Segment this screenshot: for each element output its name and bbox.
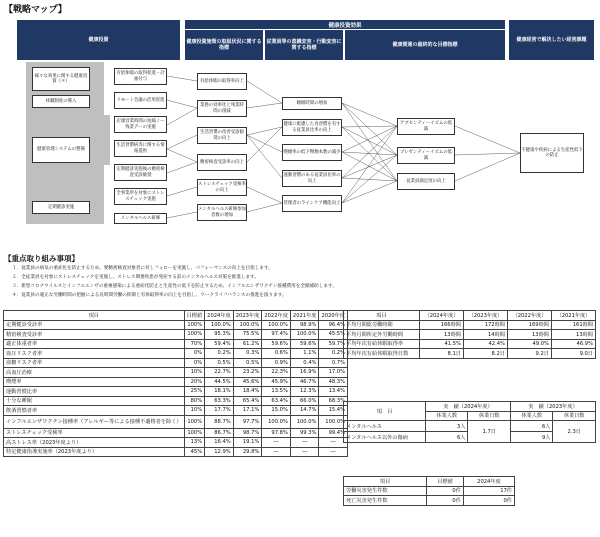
page-title: 【戦略マップ】 [4, 5, 67, 15]
table-cell: 48.3% [319, 377, 348, 387]
table-cell: 15.4% [319, 406, 348, 416]
table-cell: 0件 [427, 486, 464, 496]
eval-item: 有給休暇の取得促進・計画付与 [114, 68, 167, 85]
table-cell: インフルエンザワクチン接種率（アレルギー等による接種不適格者を除く） [4, 415, 185, 428]
column-header: 2020年度 [319, 311, 348, 321]
final-right-item: 従業員満足度の向上 [397, 173, 455, 190]
t3-item-header: 項 目 [344, 402, 426, 421]
table-cell: 0.2% [205, 349, 234, 359]
column-header: 項目 [4, 311, 185, 321]
column-header: （2022年度） [507, 311, 551, 321]
column-header: 項目 [344, 477, 427, 487]
final-right-item: プレゼンティーイズムの低減 [397, 147, 455, 164]
table-cell: ― [319, 447, 348, 457]
table-cell: 59.6% [262, 339, 291, 349]
column-header: 2022年度 [262, 311, 291, 321]
eval-item: メンタルヘルス研修 [114, 213, 167, 224]
table-cell: 17.1% [233, 406, 262, 416]
t3-sub-leave: 休業人数 [510, 411, 552, 421]
note-3: ３．新型コロナウイルスとインフルエンザの重複感染による重症化防止と生産性の低下を防止するため、インフルエンザワクチン接種費用を全額補助します。 [12, 284, 337, 289]
aware-item: 業務の効率化と残業時間の削減 [197, 100, 247, 117]
table-cell: 0.9% [262, 358, 291, 368]
table-row [4, 358, 348, 368]
table-cell: 98.7% [233, 428, 262, 438]
table-cell: 63.3% [205, 396, 234, 406]
table-row [344, 330, 596, 340]
table-row [344, 486, 515, 496]
table-row [4, 368, 348, 378]
leave-table [343, 401, 596, 443]
table-cell: 99.4% [319, 428, 348, 438]
table-cell: 0件 [427, 496, 464, 506]
column-header: 2024年度 [463, 477, 514, 487]
table-cell: 65.4% [233, 396, 262, 406]
table-cell: 100% [184, 428, 205, 438]
table-cell: 96.4% [319, 320, 348, 330]
table-cell: 22.3% [262, 368, 291, 378]
table-cell: 100.0% [262, 415, 291, 428]
table-cell: 9.0日 [551, 349, 595, 359]
accident-table [343, 476, 515, 506]
t3-fy2023-header: 実 績（2023年度） [510, 402, 595, 412]
table-cell: 100.0% [262, 320, 291, 330]
table-cell: 70% [184, 339, 205, 349]
table-cell: 10% [184, 406, 205, 416]
table-cell: 20% [184, 377, 205, 387]
table-cell: 45.6% [233, 377, 262, 387]
table-cell: 68.3% [319, 396, 348, 406]
eval-item: 全事業所を対象にストレスチェック実施 [114, 188, 167, 205]
table-row [4, 339, 348, 349]
table-cell: 高ストレス率（2023年度より） [4, 438, 185, 448]
working-hours-table [343, 310, 596, 359]
table-row [4, 428, 348, 438]
table-cell: 46.9% [551, 339, 595, 349]
table-cell: 13時間 [551, 330, 595, 340]
invest-item: 定期健診実施 [32, 201, 90, 214]
final-left-item: 睡眠時間の増加 [282, 97, 342, 110]
table-cell: 死亡災害発生件数 [344, 496, 427, 506]
table-cell: 17.7% [205, 406, 234, 416]
table-cell: 100.0% [290, 415, 319, 428]
table-cell: 16.9% [290, 368, 319, 378]
eval-item: 店頭営業時間の短縮ノー残業デーの実施 [114, 116, 167, 133]
table-row [4, 349, 348, 359]
table-cell: 18.1% [205, 387, 234, 397]
table-cell: 0件 [463, 496, 514, 506]
table-cell: 100% [184, 330, 205, 340]
table-cell: 8.1日 [419, 349, 463, 359]
table-cell: 0.5% [233, 358, 262, 368]
table-cell: 血圧リスク者率 [4, 349, 185, 359]
table-cell: 8.2日 [463, 349, 507, 359]
table-cell: ストレスチェック受検率 [4, 428, 185, 438]
table-cell: 22.7% [205, 368, 234, 378]
column-header: （2021年度） [551, 311, 595, 321]
column-header: （2024年度） [419, 311, 463, 321]
table-row [344, 349, 596, 359]
table-cell: 0.6% [262, 349, 291, 359]
table-cell: ― [290, 447, 319, 457]
table-cell: 100.0% [205, 320, 234, 330]
table-cell: 定期健診受診率 [4, 320, 185, 330]
table-cell: 59.6% [290, 339, 319, 349]
t3-sub-rate: 休業日数 [468, 411, 511, 421]
table-cell: 44.5% [205, 377, 234, 387]
aware-item: ストレスチェック受検率の向上 [197, 179, 247, 196]
table-row [4, 377, 348, 387]
table-cell: 97.7% [233, 415, 262, 428]
table-cell: 100.0% [290, 330, 319, 340]
invest-item: 健康管理システムの整備 [32, 137, 90, 163]
table-cell: 166時間 [419, 320, 463, 330]
table-cell: 41.5% [419, 339, 463, 349]
table-cell: 12.9% [205, 447, 234, 457]
table-cell: 平均年次有給休暇取得率 [344, 339, 420, 349]
table-cell: 9人 [510, 432, 552, 443]
table-cell: 49.0% [507, 339, 551, 349]
table-cell: 高血圧治療 [4, 368, 185, 378]
table-cell: 13時間 [507, 330, 551, 340]
table-cell: 61.2% [233, 339, 262, 349]
table-cell: 平均年次有給休暇取得日数 [344, 349, 420, 359]
table-cell: 86.7% [205, 428, 234, 438]
invest-item: 様々な効果に関する健康投資（＊） [32, 67, 90, 91]
table-cell: 労働災害発生件数 [344, 486, 427, 496]
table-cell: 特定健康指導実施率（2023年度より） [4, 447, 185, 457]
note-2: ２．全従業員を対象にストレスチェックを実施し、ストレス関連疾患が発症する前のメンタルヘルス対策を推進します。 [12, 275, 259, 280]
table-cell: 0.3% [233, 349, 262, 359]
table-cell: ― [319, 438, 348, 448]
table-cell: 100.0% [233, 320, 262, 330]
t3-sub-leave: 休業人数 [426, 411, 468, 421]
table-cell: 平均月間総労働時間 [344, 320, 420, 330]
table-cell: 0% [184, 358, 205, 368]
table-cell: 97.4% [262, 330, 291, 340]
table-cell: 1.7日 [468, 421, 511, 443]
t3-fy2024-header: 実 績（2024年度） [426, 402, 511, 412]
table-cell: 100% [184, 415, 205, 428]
table-cell: 15.0% [262, 406, 291, 416]
table-cell: 42.4% [463, 339, 507, 349]
eval-item: リモート会議の活用促進 [114, 92, 167, 109]
table-cell: 0.7% [319, 358, 348, 368]
table-cell: 17件 [463, 486, 514, 496]
strategy-map [12, 15, 600, 237]
table-cell: 98.9% [290, 320, 319, 330]
table-cell: 2.3日 [553, 421, 596, 443]
table-cell: 10% [184, 368, 205, 378]
table-cell: 0.4% [290, 358, 319, 368]
table-row [4, 438, 348, 448]
header-invest: 健康投資 [17, 20, 180, 60]
table-cell: 45% [184, 447, 205, 457]
table-cell: 45.5% [319, 330, 348, 340]
section-title: 【重点取り組み事項】 [4, 254, 79, 263]
table-cell: 172時間 [463, 320, 507, 330]
table-row [4, 447, 348, 457]
header-issue: 健康経営で解決したい経営課題 [509, 20, 594, 60]
table-cell: 0% [184, 349, 205, 359]
column-header: 2023年度 [233, 311, 262, 321]
table-cell: 9.2日 [507, 349, 551, 359]
table-cell: 66.0% [290, 396, 319, 406]
table-cell: 97.8% [262, 428, 291, 438]
table-cell: 95.3% [205, 330, 234, 340]
final-right-item: アブセンティーイズムの低減 [397, 118, 455, 135]
table-row [4, 406, 348, 416]
table-cell: 25% [184, 387, 205, 397]
table-cell: 13時間 [419, 330, 463, 340]
table-cell: 59.4% [205, 339, 234, 349]
header-eval: 健康投資施策の取組状況に関する指標 [185, 30, 263, 60]
table-cell: 75.5% [233, 330, 262, 340]
table-cell: 1.1% [290, 349, 319, 359]
table-cell: メンタルヘルス [344, 421, 426, 432]
table-cell: 169時間 [507, 320, 551, 330]
table-cell: 飲酒習慣者率 [4, 406, 185, 416]
column-header: （2023年度） [463, 311, 507, 321]
aware-item: 生活習慣の改善受診勧奨の向上 [197, 127, 247, 144]
column-header: 2021年度 [290, 311, 319, 321]
table-cell: 0.2% [319, 349, 348, 359]
column-header: 目標値 [184, 311, 205, 321]
aware-item: 有給休暇の取得率向上 [197, 73, 247, 90]
final-left-item: 運動習慣のある従業員比率の向上 [282, 170, 342, 187]
invest-item: 休職制度の導入 [32, 95, 90, 108]
note-4: ４．従業員の適正な労働時間の把握による長時間労働の抑制と有休取得率の向上を目指し、ワークライフバランスの推進を図ります。 [12, 293, 287, 298]
eval-item: 定期健診実施後の精密検査受診勧奨 [114, 164, 167, 181]
table-cell: 63.4% [262, 396, 291, 406]
column-header: 2024年度 [205, 311, 234, 321]
health-indicators-table [3, 310, 348, 457]
table-cell: 血糖リスク者率 [4, 358, 185, 368]
aware-item: 精密検査受診率の向上 [197, 154, 247, 171]
table-cell: 12.3% [290, 387, 319, 397]
table-row [344, 320, 596, 330]
table-cell: 平均月間所定外労働時間 [344, 330, 420, 340]
header-aware: 従業員等の意識変容・行動変容に関する指標 [265, 30, 343, 60]
table-cell: 17.0% [319, 368, 348, 378]
table-cell: メンタルヘルス以外の傷病 [344, 432, 426, 443]
eval-item: 生活習慣病等に関する情報提供 [114, 140, 167, 157]
table-cell: 13% [184, 438, 205, 448]
connector-lines [12, 15, 600, 237]
table-cell: 喫煙率 [4, 377, 185, 387]
table-row [4, 330, 348, 340]
table-cell: 99.3% [290, 428, 319, 438]
table-cell: 80% [184, 396, 205, 406]
column-header: 項目 [344, 311, 420, 321]
table-cell: 19.1% [233, 438, 262, 448]
table-cell: 14.7% [290, 406, 319, 416]
table-cell: ― [262, 438, 291, 448]
table-row [4, 415, 348, 428]
table-cell: 6人 [426, 432, 468, 443]
final-left-item: 健康に配慮した食習慣を有する従業員比率の向上 [282, 119, 342, 136]
table-cell: 18.4% [233, 387, 262, 397]
table-cell: 13.4% [319, 387, 348, 397]
column-header: 目標値 [427, 477, 464, 487]
table-row [4, 396, 348, 406]
table-cell: 46.7% [290, 377, 319, 387]
aware-item: メンタルヘルス研修参加者数の増加 [197, 204, 247, 221]
table-cell: 88.7% [205, 415, 234, 428]
table-row [344, 339, 596, 349]
table-cell: 16.4% [205, 438, 234, 448]
table-row [344, 496, 515, 506]
issue-box: 不健康や疾病による生産性低下の防止 [520, 133, 584, 173]
table-cell: 6人 [510, 421, 552, 432]
table-cell: 100% [184, 320, 205, 330]
table-cell: ― [290, 438, 319, 448]
table-cell: ― [262, 447, 291, 457]
table-cell: 23.2% [233, 368, 262, 378]
table-row [4, 320, 348, 330]
t3-sub-rate: 休業日数 [553, 411, 596, 421]
table-cell: 3人 [426, 421, 468, 432]
final-left-item: 管理者のラインケア機能向上 [282, 195, 342, 212]
note-1: １．従業員の病気の重症化を防止するため、要精密検査対象者に対しフォローを実施し、パフォーマンスの向上を目指します。 [12, 266, 273, 271]
table-cell: 運動習慣比率 [4, 387, 185, 397]
table-cell: 45.9% [262, 377, 291, 387]
band-effect: 健康投資効果 [185, 20, 505, 29]
table-row [4, 387, 348, 397]
table-cell: 13.5% [262, 387, 291, 397]
table-cell: 十分な睡眠 [4, 396, 185, 406]
table-cell: 適正体重者率 [4, 339, 185, 349]
final-left-item: 喫煙率の低下喫煙本数の減少 [282, 144, 342, 161]
table-cell: 59.7% [319, 339, 348, 349]
table-cell: 0.5% [205, 358, 234, 368]
table-cell: 100.0% [319, 415, 348, 428]
header-final: 健康関連の最終的な目標指標 [345, 30, 505, 60]
table-cell: 14時間 [463, 330, 507, 340]
table-cell: 精密検査受診率 [4, 330, 185, 340]
table-cell: 161時間 [551, 320, 595, 330]
table-cell: 29.8% [233, 447, 262, 457]
